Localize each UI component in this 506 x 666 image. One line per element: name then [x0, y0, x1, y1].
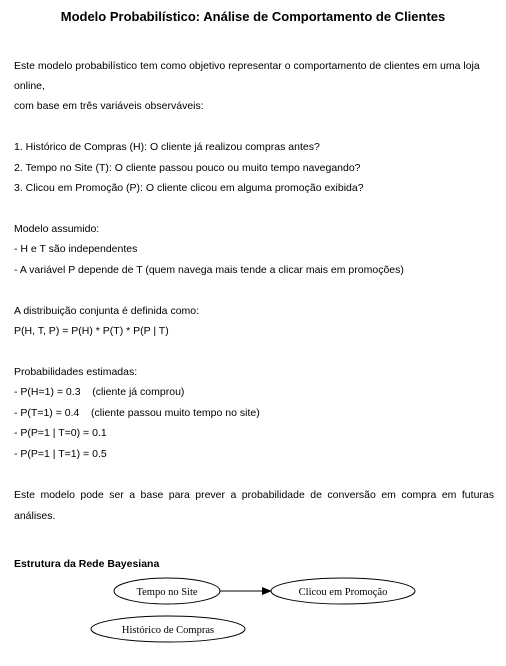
- node-clicou-em-promocao: [271, 578, 415, 604]
- conclusion-paragraph: [14, 485, 494, 526]
- node-tempo-no-site: [114, 578, 220, 604]
- intro-line-3: com base em três variáveis observáveis:: [14, 100, 204, 112]
- document-title: Modelo Probabilístico: Análise de Comportamento de Clientes: [60, 9, 446, 24]
- variable-item: 2. Tempo no Site (T): O cliente passou pouco ou muito tempo navegando?: [14, 162, 361, 174]
- probabilities-heading: Probabilidades estimadas:: [14, 366, 138, 378]
- probability-item: - P(T=1) = 0.4 (cliente passou muito tempo no site): [14, 407, 260, 419]
- probability-item: - P(H=1) = 0.3 (cliente já comprou): [14, 386, 185, 398]
- conclusion-line-2: análises.: [14, 509, 56, 522]
- joint-heading: A distribuição conjunta é definida como:: [14, 305, 200, 317]
- bayesian-network-diagram: [0, 570, 506, 650]
- variable-item: 1. Histórico de Compras (H): O cliente já realizou compras antes?: [14, 141, 320, 153]
- variable-item: 3. Clicou em Promoção (P): O cliente clicou em alguma promoção exibida?: [14, 182, 364, 194]
- intro-line-1: Este modelo probabilístico tem como objetivo representar o comportamento de clientes em uma loja: [14, 60, 480, 72]
- node-historico-label: Histórico de Compras: [121, 625, 215, 636]
- node-historico-de-compras: [91, 616, 245, 642]
- node-promocao-label: Clicou em Promoção: [298, 587, 388, 598]
- model-heading: Modelo assumido:: [14, 223, 100, 235]
- model-item: - H e T são independentes: [14, 243, 138, 255]
- intro-line-2: online,: [14, 80, 45, 92]
- joint-formula: P(H, T, P) = P(H) * P(T) * P(P | T): [14, 325, 169, 337]
- probability-item: - P(P=1 | T=0) = 0.1: [14, 427, 107, 439]
- probability-item: - P(P=1 | T=1) = 0.5: [14, 448, 107, 460]
- conclusion-line-1: Este modelo pode ser a base para prever a probabilidade de conversão em compra em futuras: [14, 489, 494, 501]
- model-item: - A variável P depende de T (quem navega mais tende a clicar mais em promoções): [14, 264, 404, 276]
- node-tempo-label: Tempo no Site: [136, 587, 198, 598]
- network-heading: Estrutura da Rede Bayesiana: [14, 558, 160, 570]
